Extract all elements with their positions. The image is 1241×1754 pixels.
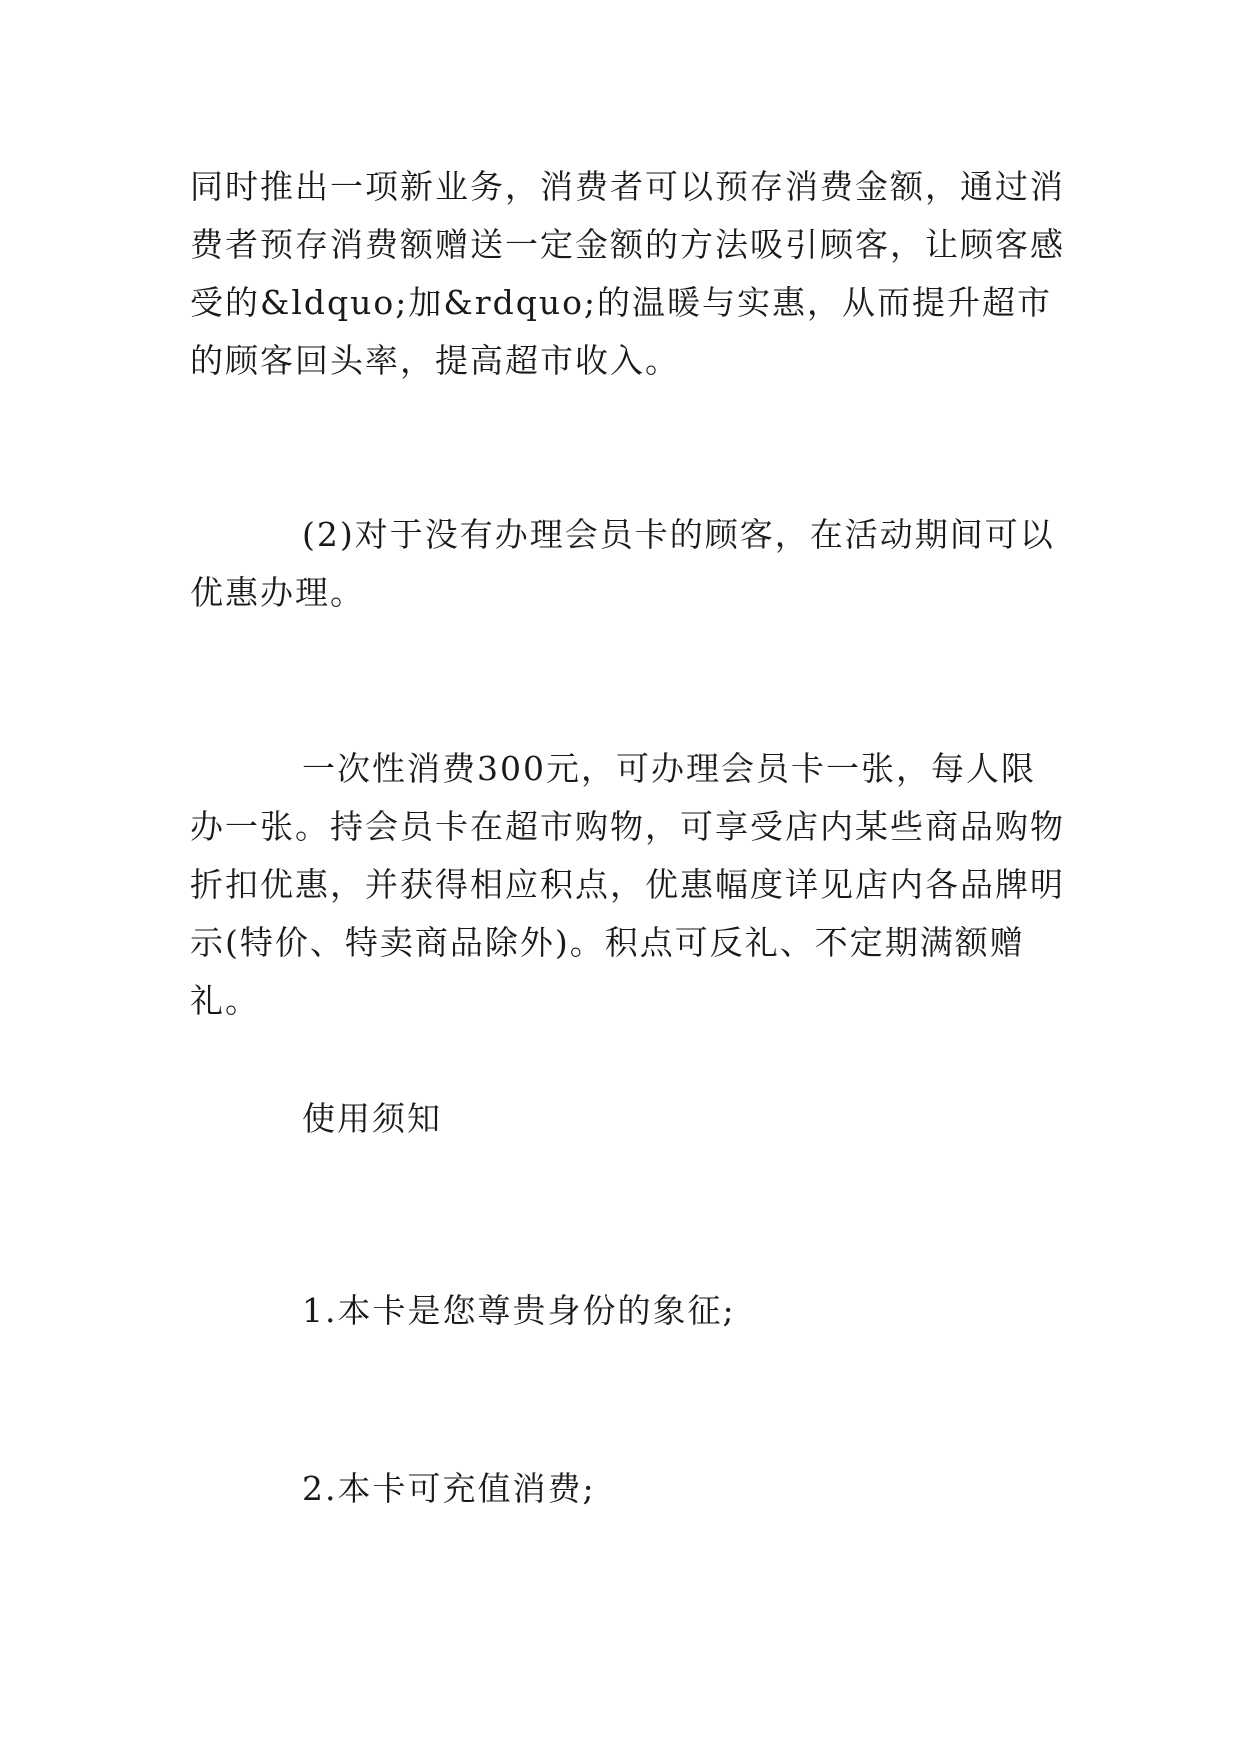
paragraph-membership-terms: 一次性消费300元，可办理会员卡一张，每人限办一张。持会员卡在超市购物，可享受店内某些商品购物折扣优惠，并获得相应积点，优惠幅度详见店内各品牌明示(特价、特卖商品除外)。积点可反礼、不定期满额赠礼。 xyxy=(190,749,1065,1020)
section-heading-usage-notes: 使用须知 xyxy=(302,1099,442,1138)
usage-note-item-1: 1.本卡是您尊贵身份的象征; xyxy=(302,1291,736,1330)
usage-note-item-2: 2.本卡可充值消费; xyxy=(302,1469,596,1508)
paragraph-prepaid-service: 同时推出一项新业务，消费者可以预存消费金额，通过消费者预存消费额赠送一定金额的方法吸引顾客，让顾客感受的&ldquo;加&rdquo;的温暖与实惠，从而提升超市的顾客回头率，提高超市收入。 xyxy=(190,167,1065,380)
paragraph-non-member-offer: (2)对于没有办理会员卡的顾客，在活动期间可以优惠办理。 xyxy=(190,515,1055,612)
